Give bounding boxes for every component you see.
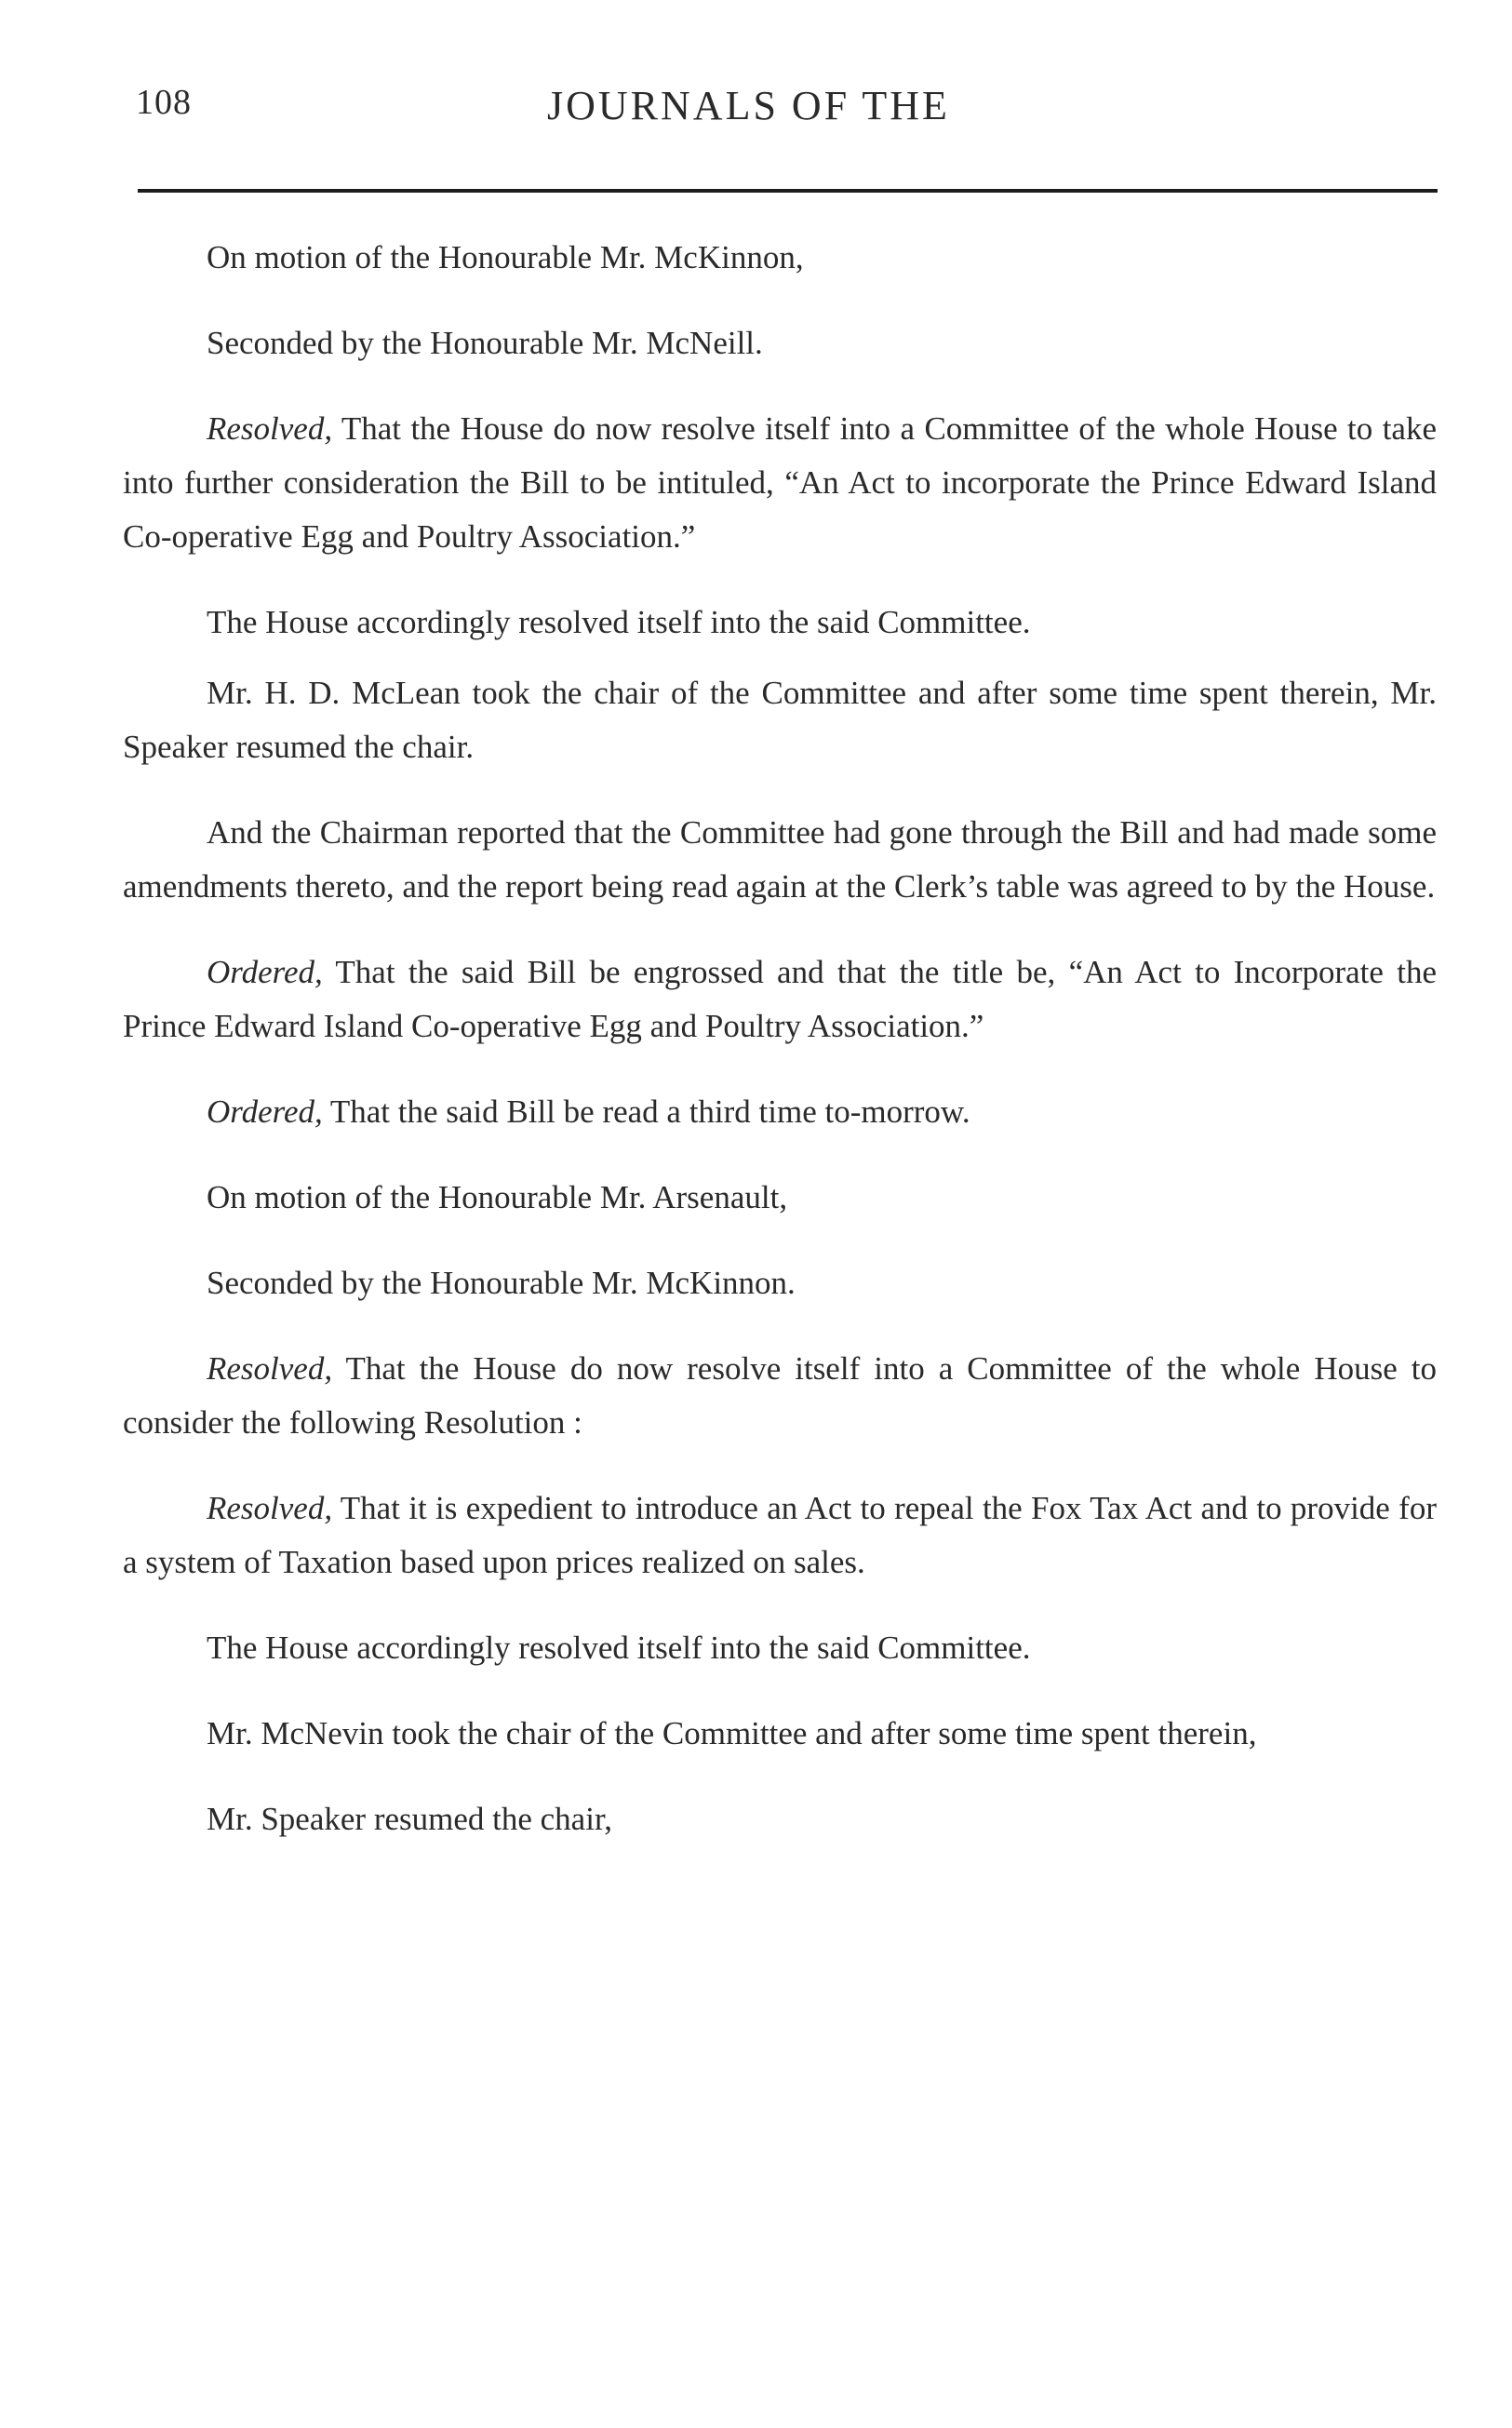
paragraph-lead: Ordered, xyxy=(207,1093,323,1130)
paragraph xyxy=(123,231,1437,285)
paragraph-text: Mr. H. D. McLean took the chair of the Committee and after some time spent therein, Mr. Speaker resumed the chair. xyxy=(123,675,1437,765)
paragraph-text: On motion of the Honourable Mr. Arsenault, xyxy=(207,1179,788,1215)
paragraph xyxy=(123,1256,1437,1310)
paragraph-lead: Resolved, xyxy=(207,1350,333,1387)
paragraph xyxy=(123,402,1437,564)
paragraph xyxy=(123,666,1437,774)
paragraph xyxy=(123,946,1437,1053)
paragraph-text: Seconded by the Honourable Mr. McKinnon. xyxy=(207,1265,796,1301)
paragraph-text: And the Chairman reported that the Committee had gone through the Bill and had made some amendments thereto, and the report being read again at the Clerk’s table was agreed to by the House. xyxy=(123,814,1437,905)
paragraph xyxy=(123,1792,1437,1846)
page-header xyxy=(130,82,1438,138)
paragraph xyxy=(123,1171,1437,1225)
paragraph-text: Mr. Speaker resumed the chair, xyxy=(207,1801,612,1837)
paragraph-text: The House accordingly resolved itself into the said Committee. xyxy=(207,1630,1031,1666)
paragraph-text: That it is expedient to introduce an Act to repeal the Fox Tax Act and to provide for a system of Taxation based upon prices realized on sales. xyxy=(123,1490,1437,1580)
paragraph xyxy=(123,316,1437,370)
paragraph xyxy=(123,596,1437,650)
paragraph xyxy=(123,1621,1437,1675)
paragraph-lead: Resolved, xyxy=(207,410,333,447)
paragraph-text: That the House do now resolve itself into a Committee of the whole House to consider the following Resolution : xyxy=(123,1350,1437,1441)
paragraph xyxy=(123,1707,1437,1761)
page-number: 108 xyxy=(136,83,192,122)
paragraph-lead: Ordered, xyxy=(207,954,323,990)
paragraph-text: Seconded by the Honourable Mr. McNeill. xyxy=(207,325,763,361)
paragraph-text: On motion of the Honourable Mr. McKinnon, xyxy=(207,239,804,275)
paragraph-text: That the said Bill be engrossed and that the title be, “An Act to Incorporate the Prince Edward Island Co-operative Egg and Poultry Association.” xyxy=(123,954,1437,1044)
paragraph-lead: Resolved, xyxy=(207,1490,333,1526)
paragraph xyxy=(123,1482,1437,1590)
paragraph xyxy=(123,1085,1437,1139)
header-rule xyxy=(138,189,1438,193)
paragraph-text: Mr. McNevin took the chair of the Committee and after some time spent therein, xyxy=(207,1715,1257,1751)
paragraph-text: The House accordingly resolved itself into the said Committee. xyxy=(207,604,1031,640)
paragraph xyxy=(123,806,1437,914)
paragraph-text: That the said Bill be read a third time to-morrow. xyxy=(322,1093,970,1130)
body-text xyxy=(123,231,1437,1878)
paragraph-text: That the House do now resolve itself into a Committee of the whole House to take into further consideration the Bill to be intituled, “An Act to incorporate the Prince Edward Island Co-operative Egg and Poultry Association.” xyxy=(123,410,1437,555)
paragraph xyxy=(123,1342,1437,1450)
running-head: JOURNALS OF THE xyxy=(547,83,950,128)
